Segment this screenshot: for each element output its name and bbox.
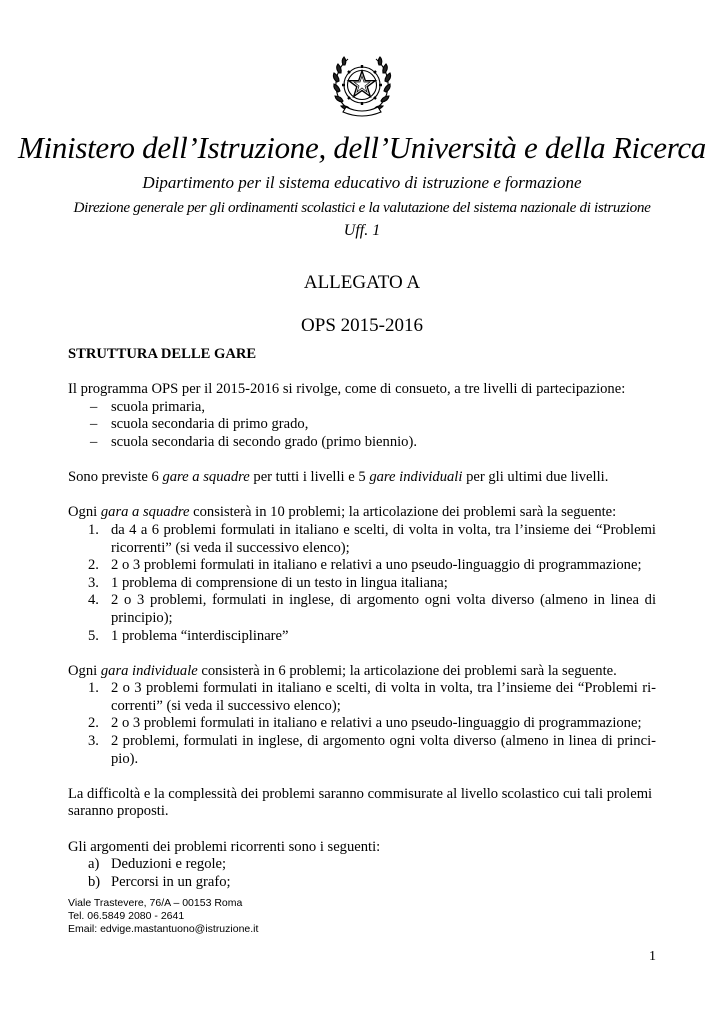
squadre-paragraph: Ogni gara a squadre consisterà in 10 problemi; la articolazione dei problemi sarà la seguente: [68,504,617,521]
ministry-name: Ministero dell’Istruzione, dell’Università e della Ricerca [18,130,706,165]
list-item: 2. 2 o 3 problemi formulati in italiano e relativi a uno pseudo-linguaggio di programmazione; [88,715,642,732]
list-item: a) Deduzioni e regole; [88,856,227,873]
intro-paragraph: Il programma OPS per il 2015-2016 si rivolge, come di consueto, a tre livelli di partecipazione: [68,381,626,398]
footer-address: Viale Trastevere, 76/A – 00153 Roma [68,897,243,909]
list-item: 4. 2 o 3 problemi, formulati in inglese, di argomento ogni volta diverso (almeno in linea di principio); [88,592,656,626]
footer-phone: Tel. 06.5849 2080 - 2641 [68,910,185,922]
list-item: 3. 1 problema di comprensione di un testo in lingua italiana; [88,574,448,591]
document-subtitle: OPS 2015-2016 [301,315,423,336]
office-name: Uff. 1 [343,222,381,239]
list-item: 3. 2 problemi, formulati in inglese, di argomento ogni volta diverso (almeno in linea di princi-pio). [88,733,656,767]
argomenti-intro: Gli argomenti dei problemi ricorrenti sono i seguenti: [68,838,381,855]
page-footer [68,897,258,936]
list-item: – scuola primaria, [90,398,206,415]
previste-paragraph: Sono previste 6 gare a squadre per tutti i livelli e 5 gare individuali per gli ultimi due livelli. [68,469,609,486]
list-item: 5. 1 problema “interdisciplinare” [88,627,289,644]
list-item: – scuola secondaria di secondo grado (primo biennio). [90,433,417,450]
section-heading: STRUTTURA DELLE GARE [68,346,257,362]
individuale-list [68,680,656,768]
list-item: 1. 2 o 3 problemi formulati in italiano e scelti, di volta in volta, tra l’insieme dei “Problemi ri-correnti” (si veda il successivo elenco); [88,680,656,714]
levels-list [68,399,656,452]
list-item: – scuola secondaria di primo grado, [90,416,309,433]
individuale-paragraph: Ogni gara individuale consisterà in 6 problemi; la articolazione dei problemi sarà la seguente. [68,662,617,679]
page-number: 1 [649,949,656,964]
document-title: ALLEGATO A [303,272,421,293]
list-item: b) Percorsi in un grafo; [88,873,231,890]
difficolta-paragraph: La difficoltà e la complessità dei problemi saranno commisurate al livello scolastico cui tali prolemi saranno proposti. [68,785,653,820]
squadre-list [68,522,656,645]
argomenti-list [68,856,656,891]
document-body [68,346,656,891]
department-name: Dipartimento per il sistema educativo di istruzione e formazione [142,173,582,192]
italian-republic-emblem-icon [330,52,394,118]
list-item: 2. 2 o 3 problemi formulati in italiano e relativi a uno pseudo-linguaggio di programmazione; [88,557,642,574]
footer-email: Email: edvige.mastantuono@istruzione.it [68,923,259,935]
list-item: 1. da 4 a 6 problemi formulati in italiano e scelti, di volta in volta, tra l’insieme dei “Problemi ricorrenti” (si veda il successivo elenco); [88,521,656,556]
direction-name: Direzione generale per gli ordinamenti scolastici e la valutazione del sistema nazionale di istruzione [73,199,651,216]
